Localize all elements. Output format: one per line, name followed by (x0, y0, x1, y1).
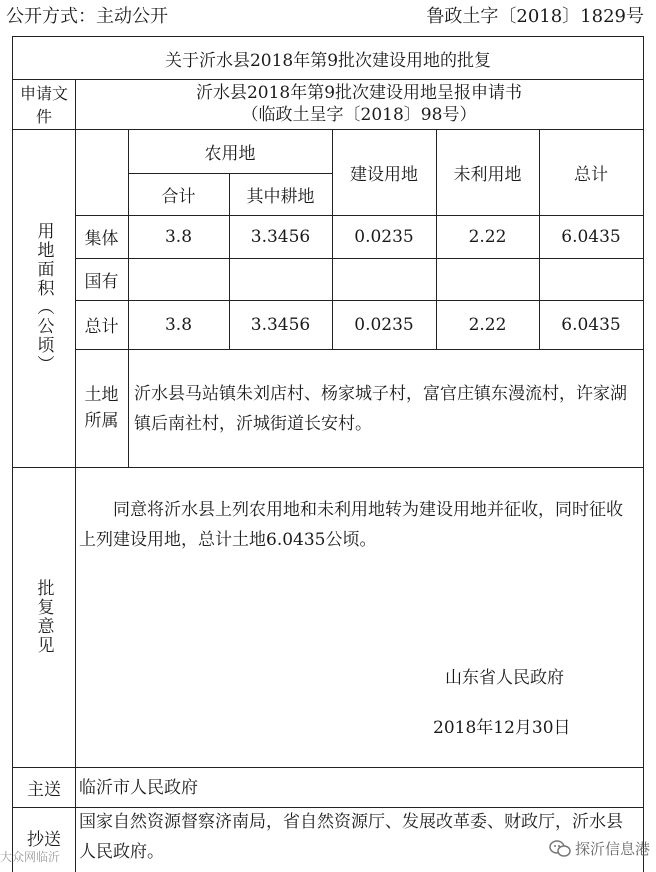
watermark-left: 大众网临沂 (0, 850, 61, 864)
row-label-collective: 集体 (84, 229, 119, 249)
land-area-label: 用地面积（公顷） (33, 222, 54, 374)
table-cell: 6.0435 (561, 226, 621, 247)
row-label-total: 总计 (84, 317, 119, 337)
header-subtotal: 合计 (161, 186, 196, 207)
table-cell: 0.0235 (354, 226, 414, 247)
location-label: 土地所属 (84, 385, 119, 431)
table-cell: 6.0435 (561, 314, 621, 335)
approval-date: 2018年12月30日 (433, 718, 571, 738)
header-construction: 建设用地 (350, 164, 418, 185)
cc-value: 国家自然资源督察济南局，省自然资源厅、发展改革委、财政厅，沂水县人民政府。 (79, 812, 623, 862)
header-cultivated: 其中耕地 (246, 186, 315, 207)
table-cell: 3.3456 (250, 226, 311, 247)
document-number: 鲁政土字〔2018〕1829号 (426, 6, 644, 27)
table-cell: 3.8 (164, 314, 193, 335)
table-cell: 3.3456 (250, 314, 311, 335)
disclosure-method: 公开方式：主动公开 (6, 6, 168, 27)
application-title: 沂水县2018年第9批次建设用地呈报申请书 (195, 83, 523, 103)
watermark-right: 探沂信息港 (549, 838, 650, 859)
location-text: 沂水县马站镇朱刘店村、杨家城子村，富官庄镇东漫流村，许家湖镇后南社村，沂城街道长安村。 (134, 384, 627, 434)
table-cell: 3.8 (164, 226, 193, 247)
row-label-state-owned: 国有 (84, 271, 119, 292)
header-unused: 未利用地 (453, 164, 522, 185)
table-cell: 2.22 (468, 314, 507, 335)
approval-text: 同意将沂水县上列农用地和未利用地转为建设用地并征收，同时征收上列建设用地，总计土地6.0435公顷。 (79, 500, 623, 550)
send-to-label: 主送 (27, 779, 61, 800)
send-to-value: 临沂市人民政府 (79, 778, 198, 798)
header-farmland: 农用地 (204, 143, 256, 164)
header-total: 总计 (574, 164, 608, 185)
cc-label: 抄送 (27, 829, 61, 850)
signer: 山东省人民政府 (445, 668, 564, 688)
application-reference: （临政土呈字〔2018〕98号） (241, 105, 477, 125)
table-cell: 0.0235 (354, 314, 414, 335)
approval-table (12, 36, 644, 872)
application-label: 申请文件 (19, 84, 68, 126)
table-cell: 2.22 (468, 226, 507, 247)
application-document (75, 79, 643, 129)
wechat-icon (549, 840, 571, 858)
approval-label: 批复意见 (33, 579, 54, 655)
document-title: 关于沂水县2018年第9批次建设用地的批复 (164, 50, 492, 71)
